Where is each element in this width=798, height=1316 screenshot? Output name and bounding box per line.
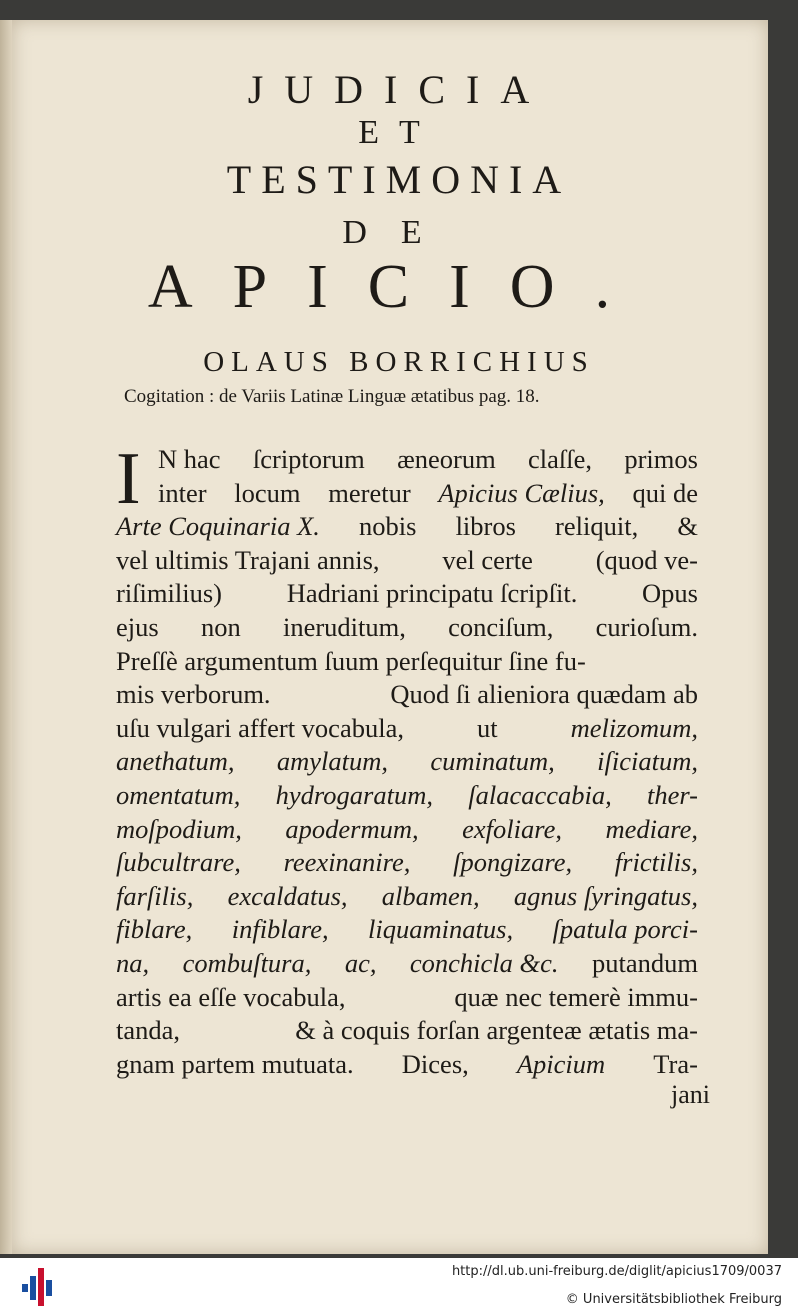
word: non [200,611,241,642]
text-line [116,1014,698,1048]
text-line [116,645,698,679]
italic-word: ſubcultrare, [116,847,241,878]
word: Opus [642,578,698,609]
title-line-5: APICIO. [147,253,651,321]
text-line [116,712,698,746]
word: primos [624,444,698,474]
word: quæ nec temerè immu- [454,981,698,1012]
italic-word: cuminatum, [430,746,555,777]
italic-word: mediare, [605,813,698,844]
text-line [116,745,698,779]
italic-word: albamen, [381,880,480,911]
word: gnam partem mutuata. [116,1048,354,1079]
italic-word: excaldatus, [227,880,348,911]
word: claſſe, [528,444,593,474]
text-line [116,1048,698,1082]
word: ineruditum, [282,611,406,642]
word: vel ultimis Trajani annis, [116,544,380,575]
word: inter [158,477,207,508]
word: libros [455,511,516,542]
word: & [677,511,698,542]
word: qui de [632,477,698,508]
title-line-3: TESTIMONIA [226,157,572,202]
word: artis ea eſſe vocabula, [116,981,346,1012]
italic-word: liquaminatus, [368,914,514,945]
source-url-link[interactable]: http://dl.ub.uni-freiburg.de/diglit/apicius1709/0037 [451,1264,782,1279]
word: Preſſè argumentum ſuum perſequitur ſine fu- [116,645,586,676]
italic-word: ſpatula porci- [552,914,698,945]
italic-word: agnus ſyringatus, [513,880,698,911]
italic-word: fiblare, [116,914,193,945]
word: Quod ſi alieniora quædam ab [390,679,698,710]
text-line [116,913,698,947]
italic-word: frictilis, [614,847,698,878]
word: Hadriani principatu ſcripſit. [286,578,578,609]
italic-word: iſiciatum, [597,746,698,777]
word: uſu vulgari affert vocabula, [116,712,404,743]
title-line-4: DE [342,214,456,251]
title-line-2: ET [358,114,440,151]
word: ejus [116,611,159,642]
word: riſimilius) [116,578,222,609]
word: & à coquis forſan argenteæ ætatis ma- [295,1015,698,1046]
italic-word: combuſtura, [182,947,312,978]
italic-word: omentatum, [116,779,241,810]
italic-word: farſilis, [116,880,194,911]
italic-word: reexinanire, [283,847,411,878]
body-text [116,438,698,1081]
text-line [116,678,698,712]
italic-word: na, [116,947,150,978]
italic-word: ther- [647,779,698,810]
italic-word: ac, [344,947,377,978]
italic-word: conchicla &c. [409,947,559,978]
drop-cap: I [116,438,141,520]
text-line [116,443,698,477]
word: vel certe [442,544,533,575]
word: reliquit, [555,511,639,542]
word: N hac [158,444,221,474]
author-heading: OLAUS BORRICHIUS [203,346,595,378]
copyright-notice: © Universitätsbibliothek Freiburg [565,1292,782,1307]
italic-word: apodermum, [285,813,419,844]
word: æneorum [397,444,496,474]
library-logo-icon [20,1266,56,1308]
word: curioſum. [595,611,698,642]
italic-word: Apicium [516,1048,606,1079]
text-line [116,813,698,847]
text-line [116,779,698,813]
text-line [116,477,698,511]
italic-word: amylatum, [276,746,389,777]
italic-word: Arte Coquinaria X. [116,511,320,542]
italic-word: hydrogaratum, [275,779,433,810]
word: ut [477,712,498,743]
text-line [116,947,698,981]
word: putandum [591,947,698,978]
italic-word: ſalacaccabia, [468,779,612,810]
footer-bar [0,1258,798,1316]
text-line [116,846,698,880]
text-line [116,510,698,544]
word: nobis [359,511,417,542]
text-line [116,981,698,1015]
word: (quod ve- [595,544,698,575]
text-line [116,611,698,645]
word: Dices, [401,1048,469,1079]
source-citation: Cogitation : de Variis Latinæ Linguæ ætatibus pag. 18. [124,386,540,407]
italic-word: ſpongizare, [453,847,573,878]
text-line [116,880,698,914]
word: Tra- [653,1048,698,1079]
word: mis verborum. [116,679,271,710]
italic-word: melizomum, [570,712,698,743]
text-line [116,544,698,578]
title-line-1: JUDICIA [247,67,551,112]
word: ſcriptorum [252,444,365,474]
catchword: jani [671,1080,710,1109]
word: tanda, [116,1015,181,1046]
word: meretur [328,477,411,508]
italic-word: exfoliare, [462,813,562,844]
word: conciſum, [448,611,554,642]
text-line [116,577,698,611]
italic-word: infiblare, [231,914,329,945]
italic-word: Apicius Cælius, [438,477,605,508]
word: locum [234,477,301,508]
italic-word: anethatum, [116,746,235,777]
italic-word: moſpodium, [116,813,242,844]
